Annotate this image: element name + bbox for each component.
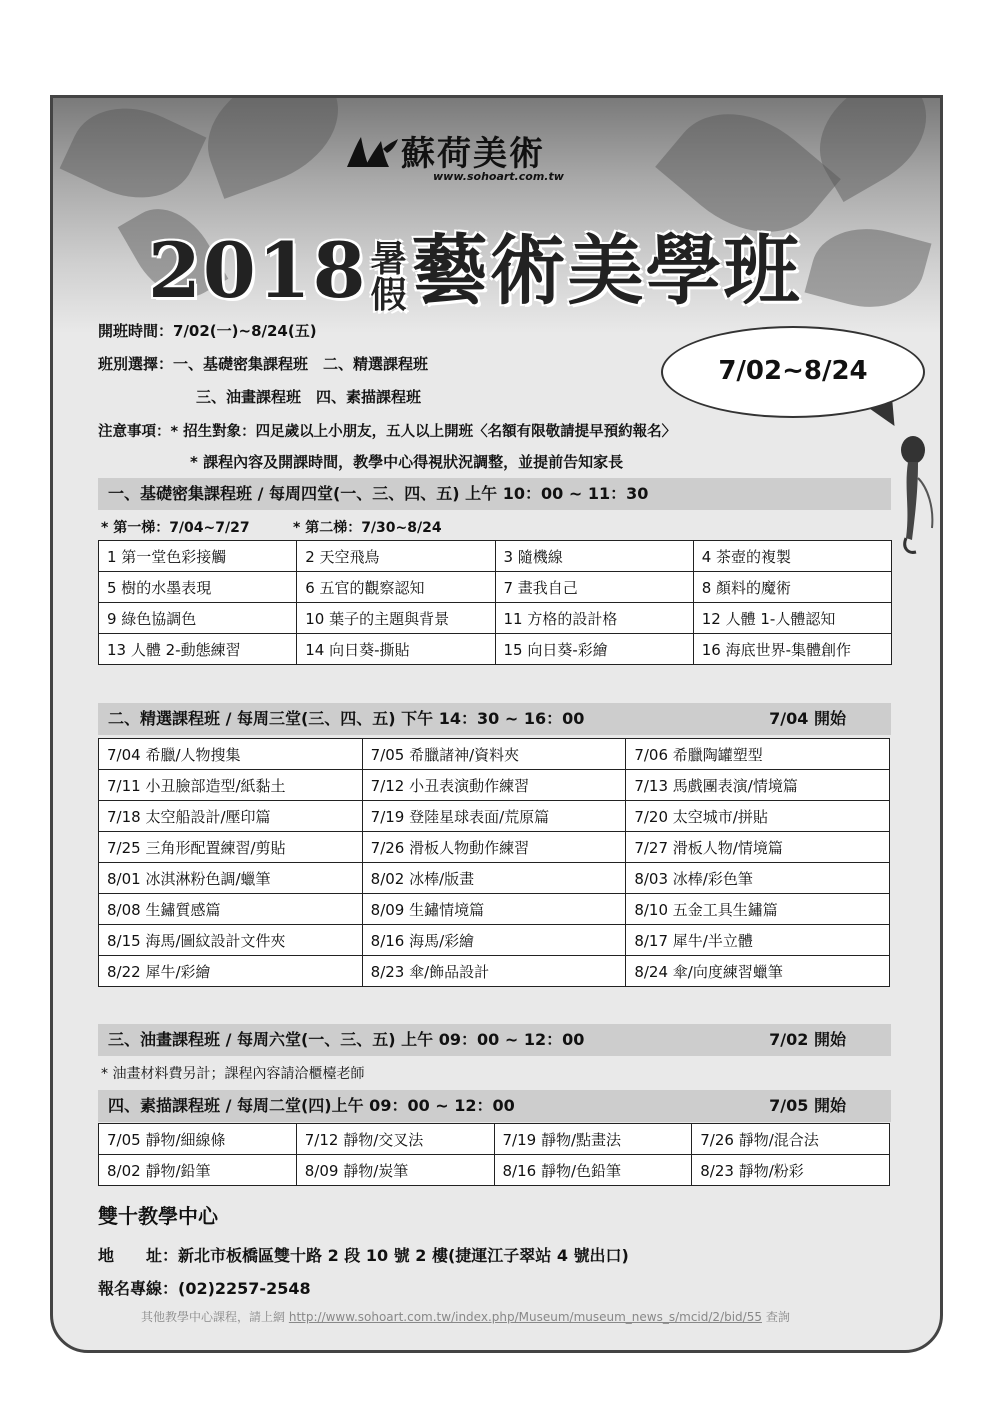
section2-cell: 7/11 小丑臉部造型/紙黏土 xyxy=(99,770,363,801)
leaf-decoration xyxy=(190,95,356,199)
section4-cell: 8/16 靜物/色鉛筆 xyxy=(494,1155,692,1186)
title-small-top: 暑 xyxy=(370,238,409,280)
section1-row xyxy=(99,541,892,572)
section4-row xyxy=(99,1155,890,1186)
section2-cell: 8/03 冰棒/彩色筆 xyxy=(626,863,890,894)
section1-cell: 9 綠色協調色 xyxy=(99,603,297,634)
section2-row xyxy=(99,770,890,801)
section4-table xyxy=(98,1123,890,1186)
section2-cell: 7/18 太空船設計/壓印篇 xyxy=(99,801,363,832)
date-bubble-text: 7/02~8/24 xyxy=(718,356,868,386)
section2-cell: 7/27 滑板人物/情境篇 xyxy=(626,832,890,863)
section2-cell: 8/09 生鏽情境篇 xyxy=(362,894,626,925)
footer-center-name: 雙十教學中心 xyxy=(98,1204,218,1228)
flyer-frame xyxy=(50,95,943,1353)
section4-cell: 7/19 靜物/點畫法 xyxy=(494,1124,692,1155)
section1-cell: 16 海底世界-集體創作 xyxy=(693,634,891,665)
section2-cell: 8/17 犀牛/半立體 xyxy=(626,925,890,956)
section2-cell: 7/04 希臘/人物搜集 xyxy=(99,739,363,770)
section1-cell: 1 第一堂色彩接觸 xyxy=(99,541,297,572)
section4-cell: 8/02 靜物/鉛筆 xyxy=(99,1155,297,1186)
section2-row xyxy=(99,832,890,863)
section1-row xyxy=(99,572,892,603)
section4-row xyxy=(99,1124,890,1155)
open-time: 開班時間：7/02(一)~8/24(五) xyxy=(98,322,317,340)
section1-cell: 8 顏料的魔術 xyxy=(693,572,891,603)
logo-mark-icon xyxy=(343,133,399,173)
title-small-bottom: 假 xyxy=(370,274,409,316)
section2-cell: 7/25 三角形配置練習/剪貼 xyxy=(99,832,363,863)
section1-cell: 12 人體 1-人體認知 xyxy=(693,603,891,634)
footer-other xyxy=(141,1308,790,1325)
section2-cell: 8/23 傘/飾品設計 xyxy=(362,956,626,987)
section2-cell: 8/15 海馬/圖紋設計文件夾 xyxy=(99,925,363,956)
class-select-line1: 班別選擇：一、基礎密集課程班 二、精選課程班 xyxy=(98,355,429,373)
page-title xyxy=(148,210,802,319)
section2-cell: 7/20 太空城市/拼貼 xyxy=(626,801,890,832)
section1-cell: 4 茶壺的複製 xyxy=(693,541,891,572)
section2-cell: 8/08 生鏽質感篇 xyxy=(99,894,363,925)
section2-cell: 8/22 犀牛/彩繪 xyxy=(99,956,363,987)
leaf-decoration xyxy=(805,215,932,321)
section2-cell: 7/05 希臘諸神/資料夾 xyxy=(362,739,626,770)
notice-line2: * 課程內容及開課時間，教學中心得視狀況調整，並提前告知家長 xyxy=(190,453,624,471)
section2-row xyxy=(99,925,890,956)
section2-row xyxy=(99,894,890,925)
section2-cell: 8/10 五金工具生鏽篇 xyxy=(626,894,890,925)
section1-note-a: * 第一梯：7/04~7/27 xyxy=(101,520,250,536)
section4-header-text: 四、素描課程班 / 每周二堂(四)上午 09：00 ~ 12：00 xyxy=(108,1096,515,1115)
figure-decoration-icon xyxy=(888,428,938,558)
section2-start: 7/04 開始 xyxy=(769,709,846,728)
title-vertical xyxy=(368,238,412,316)
section1-header-text: 一、基礎密集課程班 / 每周四堂(一、三、四、五) 上午 10：00 ~ 11：30 xyxy=(108,484,649,503)
section2-cell: 7/26 滑板人物動作練習 xyxy=(362,832,626,863)
section1-cell: 10 葉子的主題與背景 xyxy=(297,603,495,634)
section2-row xyxy=(99,739,890,770)
footer-other-link[interactable]: http://www.sohoart.com.tw/index.php/Museum/museum_news_s/mcid/2/bid/55 xyxy=(288,1310,762,1324)
logo-url: www.sohoart.com.tw xyxy=(433,170,564,183)
section1-cell: 3 隨機線 xyxy=(495,541,693,572)
section2-cell: 7/12 小丑表演動作練習 xyxy=(362,770,626,801)
section1-row xyxy=(99,634,892,665)
section2-table xyxy=(98,738,890,987)
section2-cell: 7/13 馬戲團表演/情境篇 xyxy=(626,770,890,801)
section1-cell: 2 天空飛鳥 xyxy=(297,541,495,572)
section2-cell: 8/02 冰棒/版畫 xyxy=(362,863,626,894)
section1-cell: 6 五官的觀察認知 xyxy=(297,572,495,603)
section2-row xyxy=(99,863,890,894)
section4-cell: 8/09 靜物/炭筆 xyxy=(296,1155,494,1186)
section2-cell: 8/01 冰淇淋粉色調/蠟筆 xyxy=(99,863,363,894)
section1-cell: 7 畫我自己 xyxy=(495,572,693,603)
section4-header xyxy=(98,1090,891,1122)
section4-start: 7/05 開始 xyxy=(769,1096,846,1115)
title-year: 2018 xyxy=(148,226,368,315)
section1-table xyxy=(98,540,892,665)
footer-other-prefix: 其他教學中心課程，請上網 xyxy=(141,1310,286,1324)
section2-cell: 8/16 海馬/彩繪 xyxy=(362,925,626,956)
footer-other-suffix: 查詢 xyxy=(765,1310,790,1324)
section3-header xyxy=(98,1024,891,1056)
notice-line1: 注意事項：* 招生對象：四足歲以上小朋友，五人以上開班〈名額有限敬請提早預約報名〉 xyxy=(98,424,677,440)
section1-cell: 5 樹的水墨表現 xyxy=(99,572,297,603)
footer-address: 地 址：新北市板橋區雙十路 2 段 10 號 2 樓(捷運江子翠站 4 號出口) xyxy=(98,1246,629,1265)
section4-cell: 7/26 靜物/混合法 xyxy=(692,1124,890,1155)
leaf-decoration xyxy=(60,95,207,219)
section2-row xyxy=(99,801,890,832)
section1-cell: 11 方格的設計格 xyxy=(495,603,693,634)
section2-cell: 7/06 希臘陶罐塑型 xyxy=(626,739,890,770)
section1-cell: 15 向日葵-彩繪 xyxy=(495,634,693,665)
section1-header xyxy=(98,478,891,510)
section1-row xyxy=(99,603,892,634)
date-bubble xyxy=(661,326,925,418)
section1-cell: 14 向日葵-撕貼 xyxy=(297,634,495,665)
section3-start: 7/02 開始 xyxy=(769,1030,846,1049)
section4-cell: 7/12 靜物/交叉法 xyxy=(296,1124,494,1155)
section3-note: * 油畫材料費另計；課程內容請洽櫃檯老師 xyxy=(101,1066,365,1082)
section2-header-text: 二、精選課程班 / 每周三堂(三、四、五) 下午 14：30 ~ 16：00 xyxy=(108,709,585,728)
section2-cell: 8/24 傘/向度練習蠟筆 xyxy=(626,956,890,987)
class-select-line2: 三、油畫課程班 四、素描課程班 xyxy=(196,388,422,406)
section4-cell: 7/05 靜物/細線條 xyxy=(99,1124,297,1155)
section4-cell: 8/23 靜物/粉彩 xyxy=(692,1155,890,1186)
section2-header xyxy=(98,703,891,735)
footer-tel: 報名專線：(02)2257-2548 xyxy=(98,1279,311,1298)
section1-note-b: * 第二梯：7/30~8/24 xyxy=(293,520,442,536)
section1-cell: 13 人體 2-動態練習 xyxy=(99,634,297,665)
title-rest: 藝術美學班 xyxy=(411,226,802,315)
section3-header-text: 三、油畫課程班 / 每周六堂(一、三、五) 上午 09：00 ~ 12：00 xyxy=(108,1030,585,1049)
section2-row xyxy=(99,956,890,987)
logo-name: 蘇荷美術 xyxy=(401,134,545,174)
section2-cell: 7/19 登陸星球表面/荒原篇 xyxy=(362,801,626,832)
